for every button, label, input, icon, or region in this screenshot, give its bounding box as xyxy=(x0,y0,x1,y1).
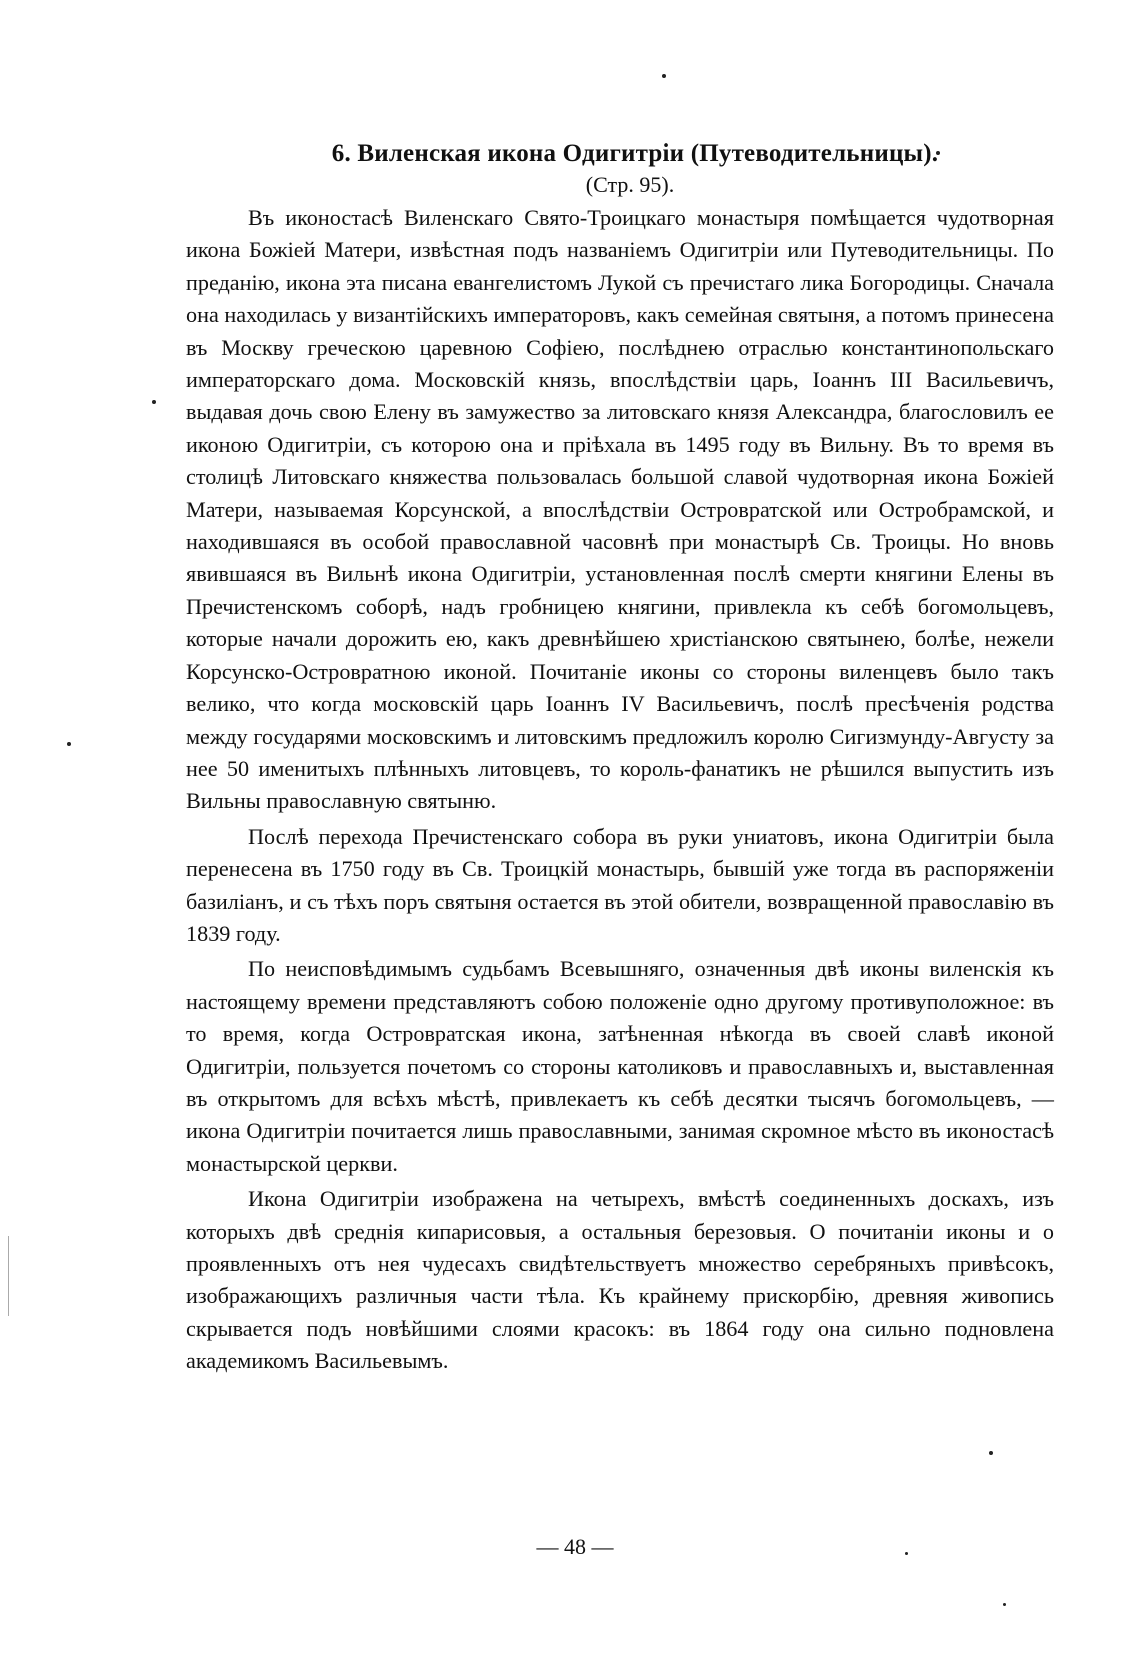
section-title: 6. Виленская икона Одигитріи (Путеводительницы). xyxy=(331,140,939,167)
page-reference: (Стр. 95). xyxy=(585,172,675,197)
scan-speck xyxy=(989,1451,993,1455)
scan-speck xyxy=(67,742,71,746)
paragraph: По неисповѣдимымъ судьбамъ Всевышняго, означенныя двѣ иконы виленскія къ настоящему времени представляютъ собою положеніе одно другому противуположное: въ то время, когда Островратская икона, затѣненная нѣкогда въ своей славѣ иконой Одигитріи, пользуется почетомъ со стороны католиковъ и православныхъ и, выставленная въ открытомъ для всѣхъ мѣстѣ, привлекаетъ къ себѣ десятки тысячъ богомольцевъ, — икона Одигитріи почитается лишь православными, занимая скромное мѣсто въ иконостасѣ монастырской церкви. xyxy=(186,956,1054,1176)
scan-speck xyxy=(152,400,156,404)
paragraph: Послѣ перехода Пречистенскаго собора въ руки униатовъ, икона Одигитріи была перенесена въ 1750 году въ Св. Троицкій монастырь, бывшій уже тогда въ распоряженіи базиліанъ, и съ тѣхъ поръ святыня остается въ этой обители, возвращенной православію въ 1839 году. xyxy=(186,823,1054,946)
scan-speck xyxy=(1003,1603,1006,1606)
scan-speck xyxy=(662,74,666,78)
page-number: — 48 — xyxy=(536,1534,614,1559)
paragraph: Въ иконостасѣ Виленскаго Свято-Троицкаго монастыря помѣщается чудотворная икона Божіей Матери, извѣстная подъ названіемъ Одигитріи или Путеводительницы. По преданію, икона эта писана евангелистомъ Лукой съ пречистаго лика Богородицы. Сначала она находилась у византійскихъ императоровъ, какъ семейная святыня, а потомъ принесена въ Москву греческою царевною Софіею, послѣднею отраслью константинопольскаго императорскаго дома. Московскій князь, впослѣдствіи царь, Іоаннъ III Васильевичъ, выдавая дочь свою Елену въ замужество за литовскаго князя Александра, благословилъ ее иконою Одигитріи, съ которою она и пріѣхала въ 1495 году въ Вильну. Въ то время въ столицѣ Литовскаго княжества пользовалась большой славой чудотворная икона Божіей Матери, называемая Корсунской, а впослѣдствіи Островратской или Остробрамской, и находившаяся въ особой православной часовнѣ при монастырѣ Св. Троицы. Но вновь явившаяся въ Вильнѣ икона Одигитріи, установленная послѣ смерти княгини Елены въ Пречистенскомъ соборѣ, надъ гробницею княгини, привлекла къ себѣ богомольцевъ, которые начали дорожить ею, какъ древнѣйшею христіанскою святынею, болѣе, нежели Корсунско-Островратною иконой. Почитаніе иконы со стороны виленцевъ было такъ велико, что когда московскій царь Іоаннъ IV Васильевичъ, послѣ пресѣченія родства между государями московскимъ и литовскимъ предложилъ королю Сигизмунду-Августу за нее 50 именитыхъ плѣнныхъ литовцевъ, то король-фанатикъ не рѣшился выпустить изъ Вильны православную святыню. xyxy=(186,205,1054,814)
page-content xyxy=(186,138,1054,1378)
paragraph: Икона Одигитріи изображена на четырехъ, вмѣстѣ соединенныхъ доскахъ, изъ которыхъ двѣ среднія кипарисовыя, а остальныя березовыя. О почитаніи иконы и о проявленныхъ отъ нея чудесахъ свидѣтельствуетъ множество серебряныхъ привѣсокъ, изображающихъ различныя части тѣла. Къ крайнему прискорбію, древняя живопись скрывается подъ новѣйшими слоями красокъ: въ 1864 году она сильно подновлена академикомъ Васильевымъ. xyxy=(186,1186,1054,1374)
scan-edge-mark xyxy=(8,1236,9,1316)
